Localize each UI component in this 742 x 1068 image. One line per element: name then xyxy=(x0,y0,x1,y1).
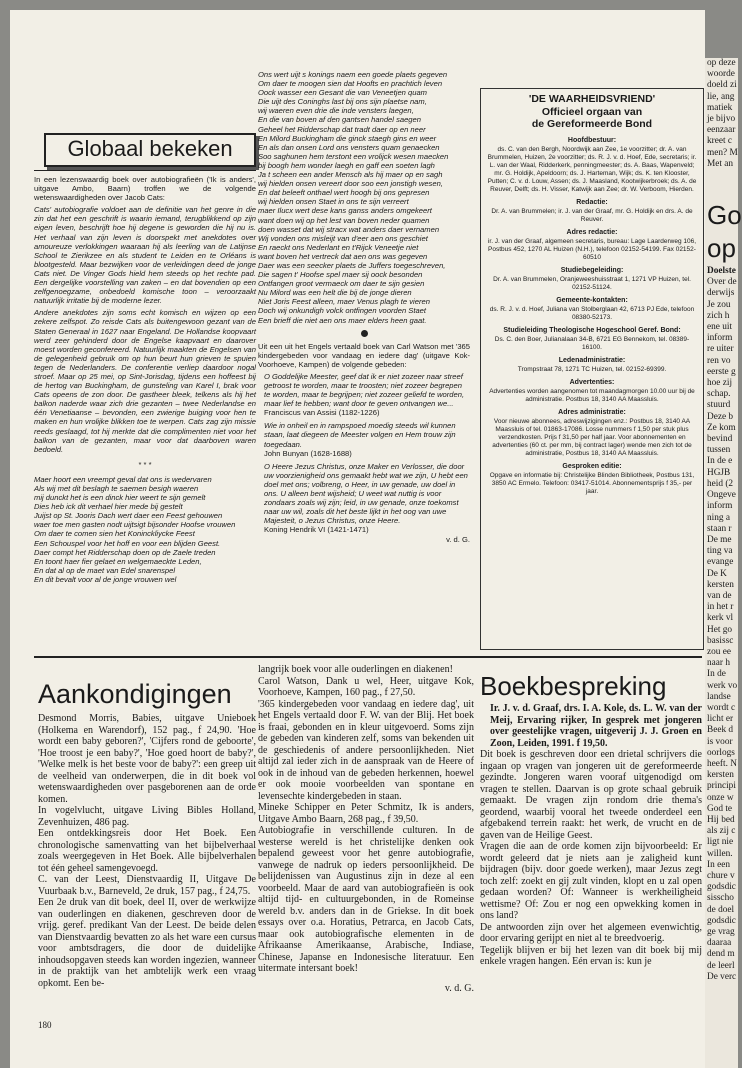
edge-line: bevind xyxy=(707,434,733,445)
edge-line: De me xyxy=(707,534,732,545)
poem-line: Die sagen t' Hoofse spel maer sij oock besonden xyxy=(258,270,423,280)
edge-line: eerste g xyxy=(707,366,736,377)
edge-line: Ze kom xyxy=(707,422,736,433)
edge-line: Beek d xyxy=(707,725,734,736)
separator-dot xyxy=(361,330,368,337)
edge-line: onze w xyxy=(707,792,734,803)
poem-line: Juijst op St. Jooris Dach wert daer een Feest gehouwen xyxy=(34,511,223,521)
edge-line: evange xyxy=(707,557,734,568)
edge-line: In de xyxy=(707,669,726,680)
edge-line: zou ee xyxy=(707,646,732,657)
edge-line: heid (2 xyxy=(707,478,734,489)
poem-line: En dit bevalt voor al de jonge vrouwen wel xyxy=(34,574,177,584)
edge-line: ting va xyxy=(707,546,733,557)
colophon-section xyxy=(485,137,699,194)
poem-line: En toont haer fier gelaet en welgemaeckte Leden, xyxy=(34,556,202,566)
poem-line: wij hielden onsen vereert door soo een jonstigh wesen, xyxy=(258,179,443,189)
prayer-2 xyxy=(264,421,470,457)
poem-line: Als wij met dit beslagh te saemen besigh waeren xyxy=(34,484,199,493)
section-text: ir. J. van der Graaf, algemeen secretaris, bureau: Lage Laarderweg 106, Postbus 452, 1270 AL Huizen (N.H.), telefoon 02152-54199. Fax 02152-60510 xyxy=(487,237,697,261)
edge-line: inform xyxy=(707,333,733,344)
section-text: Trompstraat 78, 1271 TC Huizen, tel. 02152-69399. xyxy=(517,365,667,373)
poem-line: Een Schouspel voor het hoff en voor een blijden Geest. xyxy=(34,538,221,548)
mid-rule xyxy=(34,656,702,658)
poem-line: En raeckt ons Nederlant en t'Rijck Veneetje niet xyxy=(258,242,419,252)
edge-line: ning a xyxy=(707,512,730,523)
globaal-para1: Cats' autobiografie voldoet aan de definitie van het genre in die zin dat het een geschrift is waarin iemand, terugblikkend op zijn eigen leven, beschrijft hoe hij degene is geworden die hij nu is. Het verhaal van zijn leven is doorspekt met anekdotes over amoureuze verlokkingen waaraan hij als leerling van de Latijnse School te Zierikzee en als student te Leiden en te Orléans is blootgesteld. Maar bezwijken voor de verleidingen deed de jonge Cats niet. De Vinger Gods hield hem steeds op het rechte pad. Een dergelijke voorstelling van zaken – en dat bovendien op een zelfgenoegzame, onbedoeld komische toon – veroorzaakt natuurlijk irritatie bij de moderne lezer. xyxy=(34,205,256,306)
edge-line: woorde xyxy=(707,69,735,80)
section-text: Opgave en informatie bij: Christelijke Blinden Bibliotheek, Postbus 131, 3850 AC Ermelo. Telefoon: 03417-51014. Abonnementsprijs f 35,- per jaar. xyxy=(489,471,695,495)
poem-line: Daer was een seecker plaets de Juffers toegeschreven, xyxy=(258,260,446,270)
poem-line: En dat al op de maet van Edel snarenspel xyxy=(34,565,175,575)
edge-line: eenzaar xyxy=(707,125,736,136)
globaal-signature: v. d. G. xyxy=(446,534,470,544)
page-number: 180 xyxy=(38,1020,52,1030)
edge-line: godsdic xyxy=(707,915,736,926)
poem-line: Soo saghunen hem terstont een vrolijck wesen maecken xyxy=(258,151,449,161)
edge-line: als zij c xyxy=(707,826,736,837)
aankondigingen-col1 xyxy=(38,713,256,989)
section-label: Gemeente-kontakten: xyxy=(556,296,628,304)
edge-line: oorlogs xyxy=(707,747,735,758)
edge-line: is voor xyxy=(707,736,733,747)
edge-line: Deze b xyxy=(707,411,734,422)
poem-line: maer Ilucx wert dese kans ganss anders omgekeert xyxy=(258,206,432,216)
edge-line: In een xyxy=(707,859,730,870)
announcement: Carol Watson, Dank u wel, Heer, uitgave Kok, Voorhoeve, Kampen, 160 pag., f 27,50. xyxy=(258,675,474,698)
poem-line: want boven het vertreck dat aen ons was gegeven xyxy=(258,251,428,261)
announcement: C. van der Leest, Dienstvaardig II, Uitgave De Vuurbaak b.v., Barneveld, 2e druk, 157 pag., f 24,75. xyxy=(38,874,256,897)
edge-line: Je zou xyxy=(707,299,731,310)
edge-line: derwijs xyxy=(707,288,735,299)
edge-line: Doelste xyxy=(707,266,736,277)
edge-line: landse xyxy=(707,691,731,702)
poem-line: waer toe men gasten nodt uijtsigt bijsonder Hoofse vrouwen xyxy=(34,520,236,530)
edge-line: de doel xyxy=(707,904,735,915)
edge-line: licht er xyxy=(707,714,734,725)
colophon-title-2: Officieel orgaan van xyxy=(541,105,643,118)
poem-line: Ons wert uijt s konings naem een goede plaets gegeven xyxy=(258,70,448,79)
section-label: Advertenties: xyxy=(569,378,615,386)
prayer-text: O Heere Jezus Christus, onze Maker en Verlosser, die door uw voorzienigheid ons gemaakt hebt wat we zijn, U hebt een doel met ons; volbreng, o Heer, in uw genade, uw doel in ons. U alleen bent wijsheid; U weet wat nuttig is voor zondaars zoals wij zijn; leid, in uw genade, onze toekomst naar uw wil, zoals dit het beste lijkt in het oog van uwe Majesteit, o Jezus Christus, onze Heere. xyxy=(264,461,468,526)
colophon-title-3: de Gereformeerde Bond xyxy=(531,118,653,130)
edge-line: doeld zi xyxy=(707,80,737,91)
edge-line: ge vrag xyxy=(707,927,735,938)
review-paragraph: De antwoorden zijn over het algemeen evenwichtig, door ervaring gerijpt en niet al te breedvoerig. xyxy=(480,921,702,944)
edge-line: HGJB xyxy=(707,467,731,478)
section-text: Voor nieuwe abonnees, adreswijzigingen enz.: Postbus 18, 3140 AA Maassluis of tel. 01863-17086. Losse nummers f 1,50 per stuk plus verzendkosten. Prijs f 31,50 per half jaar. Voor abonnementen en advertenties (60 ct. per mm, bij contract lager) wende men zich tot de administratie, Postbus 18, 3140 AA Maassluis. xyxy=(492,417,692,457)
announcement: Een ontdekkingsreis door Het Boek. Een chronologische samenvatting van het bijbelverhaal zoals weergegeven in Het Boek. Alle bijbelverhalen tot één geheel samengevoegd. xyxy=(38,828,256,874)
edge-line: inform xyxy=(707,501,733,512)
poem-line: Maer hoort een vreempt geval dat ons is wedervaren xyxy=(34,474,212,484)
poem-line: Een brieff die niet aen ons maer elders heen gaat. xyxy=(258,315,427,325)
edge-line: wordt c xyxy=(707,702,736,713)
edge-line: chure v xyxy=(707,871,735,881)
edge-heading: op xyxy=(707,233,736,264)
colophon-section xyxy=(485,199,699,224)
edge-line: Het go xyxy=(707,624,733,635)
colophon-section xyxy=(485,297,699,322)
prayer-author: Koning Hendrik VI (1421-1471) xyxy=(264,525,369,535)
edge-line: van de xyxy=(707,590,732,601)
edge-line: In de e xyxy=(707,456,733,467)
poem-line: Ontfangen groot vermaeck om daer te sijn gesien xyxy=(258,279,425,289)
edge-line: men? M xyxy=(707,147,738,158)
review-paragraph: Vragen die aan de orde komen zijn bijvoorbeeld: Er wordt geleerd dat je niets aan je zaligheid kunt bijdragen (bijv. door goede werken), maar Jezus zegt toch zelf: zoekt en gij zult vinden, klopt en u zal open gedaan worden? Of: Wanneer is werkheiligheid wettisme? Of: Zou er nog een opwekking komen in ons land? xyxy=(480,841,702,921)
edge-line: staan r xyxy=(707,523,732,534)
colophon-section xyxy=(485,463,699,496)
section-label: Ledenadministratie: xyxy=(558,356,626,364)
poem-line: wij hielden onsen Staet in ons te sijn verreert xyxy=(258,197,409,207)
edge-line: hoe zij xyxy=(707,378,733,389)
poem-line: Daer compt het Ridderschap doen op de Zaele treden xyxy=(34,547,216,557)
review-paragraph: Tegelijk blijven er bij het lezen van dit boek bij mij enkele vragen hangen. Eén ervan is: kun je xyxy=(480,944,702,967)
edge-line: kersten xyxy=(707,579,734,590)
colophon-section xyxy=(485,327,699,352)
prayer-1 xyxy=(264,372,470,417)
colophon-section xyxy=(485,229,699,262)
book-header: Ir. J. v. d. Graaf, drs. I. A. Kole, ds. L. W. van der Meij, Ervaring rijker, In gesprek met jongeren over geestelijke vragen, uitgeverij J. J. Groen en Zoon, Leiden, 1991. f 19,50. xyxy=(490,703,702,749)
next-page-edge xyxy=(705,58,742,1068)
edge-line: lie, ang xyxy=(707,91,735,102)
poem-line: Niet Joris Feest alleen, maer Venus plagh te vieren xyxy=(258,297,430,307)
section-label: Studiebegeleiding: xyxy=(560,266,624,274)
edge-line: schap. xyxy=(707,389,731,400)
poem-line: Om daer te comen sien het Koninckliycke Feest xyxy=(34,529,195,539)
colophon-header xyxy=(483,93,701,131)
boekbespreking-body xyxy=(480,703,702,968)
globaal-text xyxy=(34,175,256,584)
poem-line: Die uijt des Coninghs last bij ons sijn plaetse nam, xyxy=(258,97,427,107)
poem-line: Dies heb ick dit verhael hier mede bij gestelt xyxy=(34,502,183,512)
announcement: langrijk boek voor alle ouderlingen en diakenen! xyxy=(258,664,453,675)
section-label: Gesproken editie: xyxy=(562,462,622,470)
announcement: '365 kindergebeden voor vandaag en iedere dag', uit het Engels vertaald door F. W. van der Blij. Het boek is fraai, gebonden en in kleur uitgevoerd. Soms zijn de gebeden van kinderen zelf, soms van bekenden uit de geschiedenis of andere persoonlijkheden. Niet altijd zal ieder zich in de aanspraak van de Heere of ook in de inhoud van de gebeden herkennen, hoewel er ook mooie voorbeelden van spontane en levensechte kindergebeden in staan. xyxy=(258,698,474,802)
poem-line: En die van boven af den gantsen handel saegen xyxy=(258,115,421,125)
section-label: Studieleiding Theologische Hogeschool Geref. Bond: xyxy=(503,326,681,334)
edge-line: naar h xyxy=(707,658,730,669)
poem-line: En als dan onsen Lord ons vensters quam genaecken xyxy=(258,142,440,152)
edge-line: basissc xyxy=(707,635,734,646)
poem-line: wij waeren even drie die inde vensters laegen, xyxy=(258,106,414,116)
edge-line: in het r xyxy=(707,602,734,613)
edge-line: kreet c xyxy=(707,136,733,147)
prayer-author: John Bunyan (1628-1688) xyxy=(264,448,352,458)
edge-line: ene uit xyxy=(707,322,733,333)
edge-line: op deze xyxy=(707,58,736,68)
section-label: Redactie: xyxy=(576,198,608,206)
poem-line: Wij vonden ons misleijt van d'eer aen ons geschiet xyxy=(258,233,428,243)
edge-line: sisscho xyxy=(707,893,734,904)
poem-line: doen wasset dat wij stracx wat anders daer vernamen xyxy=(258,224,440,234)
edge-line: kerk vl xyxy=(707,613,734,624)
poem-line: Geheel het Ridderschap dat tradt daer op en neer xyxy=(258,124,426,134)
edge-line: De K xyxy=(707,568,727,579)
section-label: Hoofdbestuur: xyxy=(567,136,617,144)
announcement: Mineke Schipper en Peter Schmitz, Ik is anders, Uitgave Ambo Baarn, 268 pag., f 39,50. xyxy=(258,802,474,825)
poem-line: En Milord Buckingham die ginck staegh gins en weer xyxy=(258,133,437,143)
colophon-title-1: 'DE WAARHEIDSVRIEND' xyxy=(528,93,656,105)
poem-1 xyxy=(34,475,256,584)
edge-line: je bijvo xyxy=(707,114,736,125)
prayer-text: Wie in onheil en in rampspoed moedig steeds wil kunnen staan, laat diegeen de Meester volgen en Hem trouw zijn toegedaan. xyxy=(264,421,456,449)
poem-line: want doen wij op het lest van boven neder quamen xyxy=(258,215,430,225)
edge-line: zich h xyxy=(707,310,730,321)
colophon-section xyxy=(485,267,699,292)
edge-line: heeft. N xyxy=(707,758,737,769)
poem-line: Doch wij onkundigh volck ontfingen voorden Staet xyxy=(258,306,427,316)
edge-line: Ongeve xyxy=(707,490,736,501)
edge-line: God te xyxy=(707,803,733,814)
edge-line: godsdic xyxy=(707,882,736,893)
section-text: Advertenties worden aangenomen tot maandagmorgen 10.00 uur bij de administratie. Postbus 18, 3140 AA Maassluis. xyxy=(489,387,695,403)
edge-line: kersten xyxy=(707,770,734,781)
boekbespreking-title: Boekbespreking xyxy=(480,671,667,701)
edge-line: ren vo xyxy=(707,355,731,366)
poem-line: Oock wasser een Gesant die van Veneetjen quam xyxy=(258,88,427,98)
globaal-stars: * * * xyxy=(138,459,152,469)
edge-line: Hij bed xyxy=(707,814,735,825)
poem-line: Nu Milord was een helt die bij de jonge dieren xyxy=(258,288,412,298)
section-text: ds. C. van den Bergh, Noordwijk aan Zee, 1e voorzitter; dr. A. van Brummelen, Huizen, 2e voorzitter; ds. R. J. v. d. Hoef, Ede, secretaris; ir. L. van der Waal, Ridderkerk, penningmeester; ds. A. Baas, Wapenveld; mr. G. Holdijk, Apeldoorn; ds. J. Harteman, Wijk; ds. K. ten Klooster, Putten; C. v. d. Louw, Assen; ds. J. Maasland, Kootwijkerbroek; ds. A. de Reuver, Delft; ds. H. Visser, Katwijk aan Zee; dr. W. Verboom, Hierden. xyxy=(487,145,697,193)
announcement: Desmond Morris, Babies, uitgave Unieboek (Holkema en Warendorf), 152 pag., f 24,90. 'Hoe wordt een baby geboren?', 'Cijfers rond de geboorte', 'Hoe troost je een baby?', 'Hoe goed hoort de baby?', 'Welke melk is het beste voor de baby?': een greep uit de veelheid van onderwerpen, die in dit boek vol wetenswaardigheden over pasgeborenen aan de orde komen. xyxy=(38,713,256,805)
edge-line: matiek xyxy=(707,102,733,113)
edge-line: dend m xyxy=(707,949,735,960)
globaal-para2: Andere anekdotes zijn soms echt komisch en wijzen op een zekere zelfspot. Zo reisde Cats als buitengewoon gezant van de Staten Generaal in 1627 naar Engeland. De Hollandse koopvaart werd zeer gehinderd door de Engelse kaapvaart en daarover moest worden geconfereerd. Natuurlijk maakten de Engelsen van de gelegenheid gebruik om op hun beurt hun grieven te spuien tegen de Nederlanders. De conferentie verliep daardoor nogal stroef. Maar op 25 mei, op Sint-Jorisdag, tijdens een hoffeest bij de hertog van Buckingham, de gunsteling van Karel I, brak voor Cats opeens de zon door. De gastheer bleek, telkens als hij het balkon naderde waar zich drie gezanten – twee Nederlandse en één Venetiaanse – bevonden, een zwierige buiging voor hen te maken en hun vrolijke blikken toe te werpen. Cats zag zijn missie reeds geslaagd, tot hij merkte dat die complimenten niet voor het balkon van de gezanten, maar voor dat daarboven waren bedoeld. xyxy=(34,308,256,454)
magazine-page xyxy=(10,10,705,1068)
section-text: ds. R. J. v. d. Hoef, Juliana van Stolberglaan 42, 6713 PJ Ede, telefoon 08380-52173. xyxy=(489,305,695,321)
globaal-title: Globaal bekeken xyxy=(44,133,256,167)
prayer-text: O Goddelijke Meester, geef dat ik er niet zozeer naar streef getroost te worden, maar te troosten; niet zozeer begrepen te worden, maar te begrijpen; niet zozeer geliefd te worden, maar lief te hebben; want door te geven ontvangen we... xyxy=(264,371,465,409)
edge-line: tussen xyxy=(707,445,731,456)
announcement: In vogelvlucht, uitgave Living Bibles Holland, Zevenhuizen, 486 pag. xyxy=(38,805,256,828)
section-label: Adres administratie: xyxy=(558,408,626,416)
section-label: Adres redactie: xyxy=(566,228,618,236)
edge-line: re uiter xyxy=(707,344,734,355)
aankondigingen-signature: v. d. G. xyxy=(444,982,474,994)
edge-line: willen. xyxy=(707,848,733,859)
prayer-author: Franciscus van Assisi (1182-1226) xyxy=(264,408,380,418)
announcement: Autobiografie in verschillende culturen. In de westerse wereld is het christelijke denken ook bepalend geweest voor het genre autobiografie, vanwege de nadruk op ieders persoonlijkheid. De belijdenissen van Augustinus zijn in deze al een voorbeeld. Maar de aard van autobiografieën is ook altijd tijd- en cultuurgebonden, in de Romeinse wereld b.v. anders dan in de Griekse. In dit boek essays over o.a. Horatius, Petrarca, en Jacob Cats, maar ook autobiografische elementen in de Afrikaanse Amerikaanse, Arabische, Indiase, Chinese, Japanse en Indonesische literatuur. Een uitermate intersant boek! xyxy=(258,825,474,974)
engels-intro: Uit een uit het Engels vertaald boek van Carl Watson met '365 kindergebeden voor vandaag en iedere dag' (uitgave Kok-Voorhoeve, Kampen) de volgende gebeden: xyxy=(258,341,470,369)
edge-line: Over de xyxy=(707,277,737,288)
edge-line: principi xyxy=(707,781,736,792)
edge-column xyxy=(705,266,738,983)
poem-line: Om daer te moogen sien dat Hoofts en prachtich leven xyxy=(258,79,443,89)
poem-line: mij dunckt het is een dinck hier weert te sijn gemelt xyxy=(34,493,206,503)
edge-line: daaraa xyxy=(707,938,732,949)
edge-line: stuurd xyxy=(707,400,731,411)
aankondigingen-title: Aankondigingen xyxy=(38,679,232,709)
section-text: Dr. A. van Brummelen, Oranjeweeshuisstraat 1, 1271 VP Huizen, tel. 02152-51124. xyxy=(493,275,691,291)
edge-line: Met an xyxy=(707,158,734,169)
review-paragraph: Dit boek is geschreven door een drietal schrijvers die ingaan op vragen van jongeren uit de gereformeerde gezindte. Jongeren waren vooraf uitgenodigd om vragen te stellen. Daarvan is op grote schaal gebruik gemaakt. De vragen zijn rondom drie thema's geordend, waarbij vooral het tweede onderdeel een afgebakend terrein raakt: het werk, de vrucht en de gaven van de Heilige Geest. xyxy=(480,749,702,841)
edge-line: ligt nie xyxy=(707,837,734,848)
colophon-section xyxy=(485,409,699,458)
edge-line: De verc xyxy=(707,971,737,982)
poem-line: bij boogh hem wonder laegh en gaff een soeten lagh xyxy=(258,160,435,170)
colophon-section xyxy=(485,379,699,404)
colophon-box xyxy=(480,88,704,650)
colophon-section xyxy=(485,357,699,374)
poem-line: En dat beleeft onthael wert hoogh bij ons gepresen xyxy=(258,188,430,198)
top-rule xyxy=(34,170,256,171)
announcement: Een 2e druk van dit boek, deel II, over de werkwijze van ouderlingen en diakenen, geschreven door de vrijg. geref. predikant Van der Leest. De beide delen van Dienstvaardig bevatten zo als het ware een cursus voor ambtsdragers, die door de duidelijke inhoudsopgaven steeds kan worden ingezien, wanneer in de praktijk van het ambtelijk werk een vraag opkomt. Een be- xyxy=(38,897,256,989)
section-text: Dr. A. van Brummelen; ir. J. van der Graaf, mr. G. Holdijk en drs. A. de Reuver. xyxy=(491,207,693,223)
globaal-lead: In een lezenswaardig boek over autobiografieën ('Ik is anders', uitgave Ambo, Baarn) troffen we de volgende wetenswaardigheden over Jacob Cats: xyxy=(34,175,256,203)
edge-heading: Go xyxy=(707,200,742,231)
edge-line: werk vo xyxy=(707,680,738,691)
prayer-3 xyxy=(264,462,470,535)
edge-line: de leerl xyxy=(707,960,735,971)
section-text: Ds. C. den Boer, Julianalaan 34-B, 6721 EG Bennekom, tel. 08389-16100. xyxy=(494,335,690,351)
aankondigingen-col2 xyxy=(258,664,474,994)
poem-line: Ja t scheen een ander Mensch als hij maer op en sagh xyxy=(258,170,443,180)
poem-2 xyxy=(258,70,470,544)
